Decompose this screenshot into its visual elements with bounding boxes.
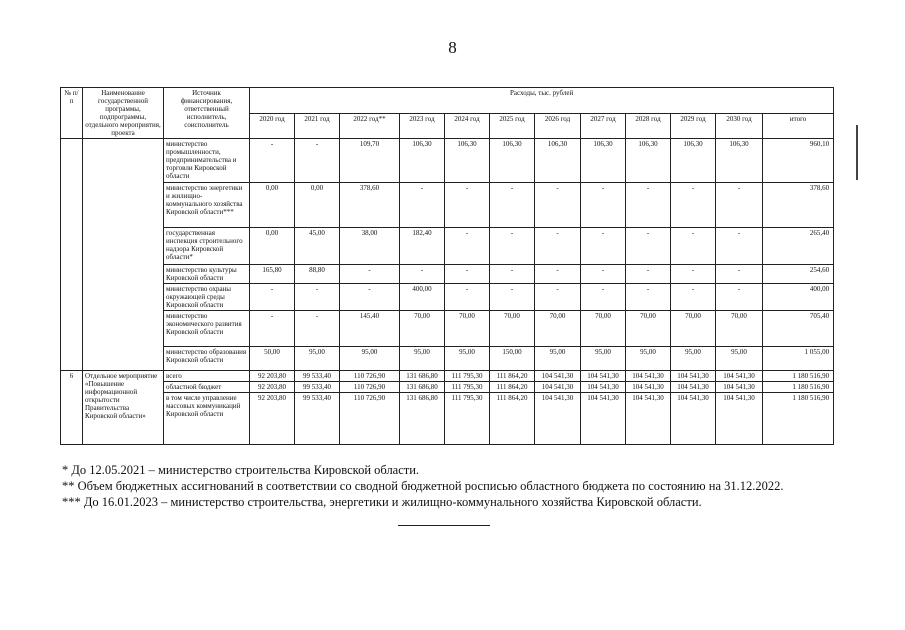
value-cell: 110 726,90 [340, 381, 400, 392]
source-cell: министерство промышленности, предпринимательства и торговли Кировской области [164, 139, 250, 182]
value-cell: 131 686,80 [400, 370, 445, 381]
value-cell: - [490, 227, 535, 264]
total-cell: 1 055,00 [763, 346, 834, 370]
table-row [61, 139, 834, 182]
header-year: 2026 год [535, 113, 581, 139]
value-cell: 104 541,30 [626, 392, 671, 444]
footnote: ** Объем бюджетных ассигнований в соответствии со сводной бюджетной росписью областного бюджета по состоянию на 31.12.2022. [62, 479, 784, 493]
value-cell: 145,40 [340, 310, 400, 346]
table-row [61, 381, 834, 392]
value-cell: 400,00 [400, 283, 445, 310]
source-cell: государственная инспекция строительного надзора Кировской области* [164, 227, 250, 264]
source-cell: министерство охраны окружающей среды Кировской области [164, 283, 250, 310]
value-cell: - [400, 182, 445, 227]
value-cell: - [445, 264, 490, 283]
total-cell: 960,10 [763, 139, 834, 182]
value-cell: - [535, 264, 581, 283]
total-cell: 400,00 [763, 283, 834, 310]
value-cell: 0,00 [295, 182, 340, 227]
value-cell: 104 541,30 [716, 381, 763, 392]
budget-table [60, 87, 834, 445]
value-cell: 50,00 [250, 346, 295, 370]
value-cell: 104 541,30 [626, 370, 671, 381]
value-cell: 95,00 [716, 346, 763, 370]
value-cell: - [626, 283, 671, 310]
footnotes [62, 462, 784, 510]
header-source: Источник финансирования, ответственный исполнитель, соисполнитель [164, 88, 250, 139]
value-cell: 131 686,80 [400, 392, 445, 444]
value-cell: - [671, 264, 716, 283]
header-year: 2023 год [400, 113, 445, 139]
name-cell: Отдельное мероприятие «Повышение информационной открытости Правительства Кировской области» [83, 370, 164, 444]
value-cell: 111 795,30 [445, 392, 490, 444]
value-cell: 106,30 [535, 139, 581, 182]
value-cell: 88,80 [295, 264, 340, 283]
value-cell: - [716, 264, 763, 283]
total-cell: 378,60 [763, 182, 834, 227]
value-cell: - [671, 283, 716, 310]
value-cell: - [671, 182, 716, 227]
value-cell: 95,00 [535, 346, 581, 370]
value-cell: - [445, 283, 490, 310]
total-cell: 254,60 [763, 264, 834, 283]
header-year: 2028 год [626, 113, 671, 139]
total-cell: 1 180 516,90 [763, 392, 834, 444]
value-cell: 109,70 [340, 139, 400, 182]
value-cell: 0,00 [250, 227, 295, 264]
value-cell: - [445, 182, 490, 227]
table-row [61, 346, 834, 370]
value-cell: - [581, 283, 626, 310]
value-cell: - [340, 283, 400, 310]
value-cell: 182,40 [400, 227, 445, 264]
value-cell: 104 541,30 [535, 370, 581, 381]
source-cell: министерство образования Кировской области [164, 346, 250, 370]
value-cell: 110 726,90 [340, 370, 400, 381]
value-cell: 70,00 [716, 310, 763, 346]
header-year: 2024 год [445, 113, 490, 139]
value-cell: 38,00 [340, 227, 400, 264]
value-cell: 111 795,30 [445, 381, 490, 392]
header-num: № п/п [61, 88, 83, 139]
value-cell: 95,00 [445, 346, 490, 370]
value-cell: - [490, 283, 535, 310]
value-cell: 0,00 [250, 182, 295, 227]
value-cell: 106,30 [581, 139, 626, 182]
value-cell: 131 686,80 [400, 381, 445, 392]
source-cell: министерство экономического развития Кировской области [164, 310, 250, 346]
header-expenses: Расходы, тыс. рублей [250, 88, 834, 114]
value-cell: 106,30 [716, 139, 763, 182]
value-cell: - [295, 283, 340, 310]
header-year: 2030 год [716, 113, 763, 139]
value-cell: 99 533,40 [295, 381, 340, 392]
value-cell: 95,00 [400, 346, 445, 370]
value-cell: 95,00 [295, 346, 340, 370]
value-cell: 104 541,30 [581, 392, 626, 444]
value-cell: 104 541,30 [535, 392, 581, 444]
value-cell: - [250, 310, 295, 346]
header-row [61, 88, 834, 114]
source-cell: в том числе управление массовых коммуникаций Кировской области [164, 392, 250, 444]
value-cell: 95,00 [671, 346, 716, 370]
value-cell: 92 203,80 [250, 370, 295, 381]
value-cell: - [295, 139, 340, 182]
total-cell: 705,40 [763, 310, 834, 346]
header-year: 2020 год [250, 113, 295, 139]
value-cell: - [626, 227, 671, 264]
value-cell: - [581, 182, 626, 227]
value-cell: - [250, 139, 295, 182]
page-number: 8 [448, 38, 457, 57]
value-cell: - [295, 310, 340, 346]
value-cell: - [535, 182, 581, 227]
value-cell: 104 541,30 [626, 381, 671, 392]
header-name: Наименование государственной программы, подпрограммы, отдельного мероприятия, проекта [83, 88, 164, 139]
value-cell: - [626, 264, 671, 283]
value-cell: 106,30 [626, 139, 671, 182]
source-cell: всего [164, 370, 250, 381]
value-cell: - [671, 227, 716, 264]
value-cell: - [535, 283, 581, 310]
value-cell: 70,00 [490, 310, 535, 346]
value-cell: 99 533,40 [295, 392, 340, 444]
footnote: * До 12.05.2021 – министерство строительства Кировской области. [62, 463, 420, 477]
value-cell: 104 541,30 [716, 392, 763, 444]
value-cell: 70,00 [671, 310, 716, 346]
value-cell: 45,00 [295, 227, 340, 264]
value-cell: - [400, 264, 445, 283]
value-cell: 111 795,30 [445, 370, 490, 381]
total-cell: 1 180 516,90 [763, 381, 834, 392]
table-row [61, 283, 834, 310]
value-cell: 104 541,30 [671, 370, 716, 381]
header-year: 2029 год [671, 113, 716, 139]
value-cell: - [581, 227, 626, 264]
num-cell [61, 139, 83, 370]
header-total: итого [763, 113, 834, 139]
source-cell: министерство энергетики и жилищно-коммунального хозяйства Кировской области*** [164, 182, 250, 227]
value-cell: 70,00 [445, 310, 490, 346]
value-cell: 111 864,20 [490, 392, 535, 444]
value-cell: - [250, 283, 295, 310]
table-row [61, 310, 834, 346]
value-cell: 92 203,80 [250, 392, 295, 444]
value-cell: - [581, 264, 626, 283]
value-cell: 95,00 [626, 346, 671, 370]
value-cell: - [716, 227, 763, 264]
value-cell: 70,00 [535, 310, 581, 346]
value-cell: 104 541,30 [716, 370, 763, 381]
value-cell: - [716, 182, 763, 227]
value-cell: 106,30 [671, 139, 716, 182]
source-cell: министерство культуры Кировской области [164, 264, 250, 283]
value-cell: 110 726,90 [340, 392, 400, 444]
closing-rule [398, 525, 490, 526]
value-cell: 106,30 [400, 139, 445, 182]
value-cell: 378,60 [340, 182, 400, 227]
value-cell: - [340, 264, 400, 283]
total-cell: 265,40 [763, 227, 834, 264]
value-cell: 95,00 [340, 346, 400, 370]
value-cell: - [716, 283, 763, 310]
table-row [61, 392, 834, 444]
header-year: 2021 год [295, 113, 340, 139]
table-row [61, 264, 834, 283]
header-year: 2022 год** [340, 113, 400, 139]
value-cell: 92 203,80 [250, 381, 295, 392]
table-row [61, 370, 834, 381]
footnote: *** До 16.01.2023 – министерство строительства, энергетики и жилищно-коммунального хозяйства Кировской области. [62, 495, 702, 509]
value-cell: 95,00 [581, 346, 626, 370]
num-cell: 6 [61, 370, 83, 444]
margin-mark [856, 125, 858, 180]
value-cell: - [490, 182, 535, 227]
value-cell: 104 541,30 [671, 392, 716, 444]
value-cell: - [445, 227, 490, 264]
value-cell: 104 541,30 [671, 381, 716, 392]
value-cell: 70,00 [626, 310, 671, 346]
value-cell: 70,00 [581, 310, 626, 346]
value-cell: 106,30 [490, 139, 535, 182]
source-cell: областной бюджет [164, 381, 250, 392]
value-cell: 111 864,20 [490, 381, 535, 392]
header-year: 2027 год [581, 113, 626, 139]
value-cell: - [490, 264, 535, 283]
value-cell: 99 533,40 [295, 370, 340, 381]
value-cell: 104 541,30 [581, 370, 626, 381]
value-cell: 70,00 [400, 310, 445, 346]
value-cell: - [626, 182, 671, 227]
value-cell: 104 541,30 [581, 381, 626, 392]
value-cell: 165,80 [250, 264, 295, 283]
header-year: 2025 год [490, 113, 535, 139]
value-cell: 150,00 [490, 346, 535, 370]
table-row [61, 227, 834, 264]
total-cell: 1 180 516,90 [763, 370, 834, 381]
value-cell: 106,30 [445, 139, 490, 182]
value-cell: 111 864,20 [490, 370, 535, 381]
table-row [61, 182, 834, 227]
value-cell: - [535, 227, 581, 264]
name-cell [83, 139, 164, 370]
value-cell: 104 541,30 [535, 381, 581, 392]
